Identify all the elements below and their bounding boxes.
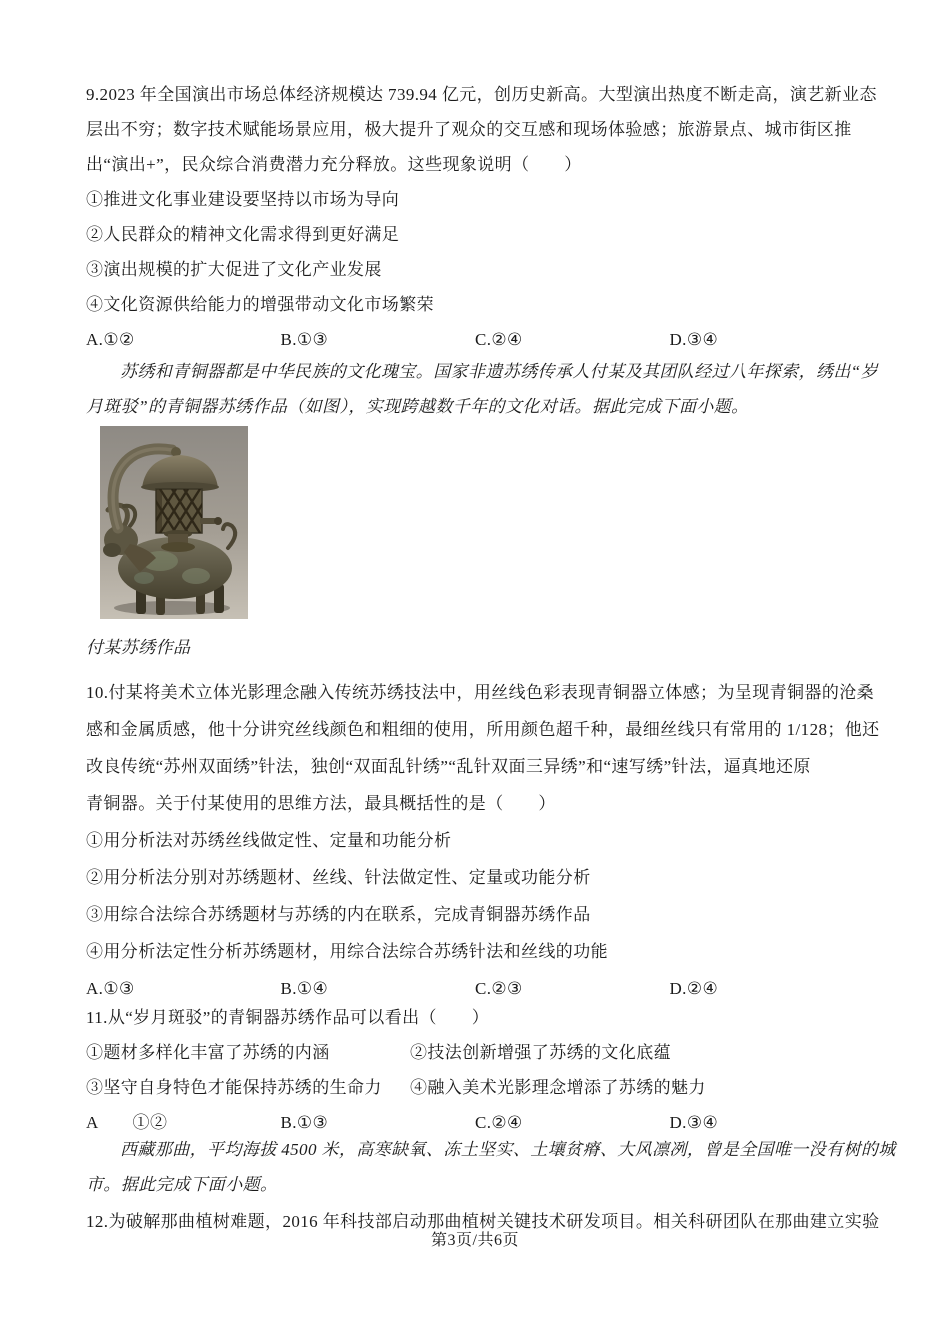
page-number-footer: 第3页/共6页: [431, 1232, 519, 1249]
q11-option-3: ③坚守自身特色才能保持苏绣的生命力: [86, 1078, 382, 1097]
q10-stem-line: 10.付某将美术立体光影理念融入传统苏绣技法中，用丝线色彩表现青铜器立体感；为呈现青铜器的沧桑: [86, 683, 875, 702]
q10-stem-line: 改良传统“苏州双面绣”针法，独创“双面乱针绣”“乱针双面三异绣”和“速写绣”针法，逼真地还原: [86, 757, 811, 776]
q10-option-2: ②用分析法分别对苏绣题材、丝线、针法做定性、定量或功能分析: [86, 868, 591, 887]
q9-choice-a: A.①②: [86, 330, 135, 349]
q11-choice-d: D.③④: [669, 1113, 719, 1132]
q10-option-1: ①用分析法对苏绣丝线做定性、定量和功能分析: [86, 831, 452, 850]
q9-choice-d: D.③④: [669, 330, 719, 349]
figure-caption: [86, 630, 864, 665]
passage-line: 月斑驳”的青铜器苏绣作品（如图），实现跨越数千年的文化对话。据此完成下面小题。: [86, 397, 749, 416]
q9-stem-line: 出“演出+”，民众综合消费潜力充分释放。这些现象说明（ ）: [86, 155, 582, 174]
q11-choice-c: C.②④: [475, 1113, 523, 1132]
q11-choice-a: A ①②: [86, 1113, 168, 1132]
q11-option-row: [86, 1035, 864, 1070]
q9-choice-row: [86, 322, 864, 357]
q9-stem-line: 层出不穷；数字技术赋能场景应用，极大提升了观众的交互感和现场体验感；旅游景点、城市街区推: [86, 120, 852, 139]
q9-option-1: ①推进文化事业建设要坚持以市场为导向: [86, 190, 400, 209]
bronze-ox-lamp-artwork-image: [100, 426, 248, 619]
q9-option-2: ②人民群众的精神文化需求得到更好满足: [86, 225, 400, 244]
q10-option-3: ③用综合法综合苏绣题材与苏绣的内在联系，完成青铜器苏绣作品: [86, 905, 591, 924]
q9-option-3: ③演出规模的扩大促进了文化产业发展: [86, 260, 382, 279]
q12-stem-line: 12.为破解那曲植树难题，2016 年科技部启动那曲植树关键技术研发项目。相关科研团队在那曲建立实验: [86, 1212, 880, 1231]
q9-choice-b: B.①③: [280, 330, 329, 349]
passage-naqu: [86, 1132, 896, 1202]
figure-caption-text: 付某苏绣作品: [86, 638, 191, 657]
q11-choice-b: B.①③: [280, 1113, 329, 1132]
q10-choice-a: A.①③: [86, 979, 135, 998]
q10-choice-c: C.②③: [475, 979, 523, 998]
question-11: [86, 1000, 864, 1140]
passage-line: 西藏那曲，平均海拔 4500 米，高寒缺氧、冻土坚实、土壤贫瘠、大风凛冽，曾是全国唯一没有树的城: [120, 1140, 896, 1159]
question-9: [86, 77, 877, 357]
q10-choice-b: B.①④: [280, 979, 329, 998]
q11-stem: 11.从“岁月斑驳”的青铜器苏绣作品可以看出（ ）: [86, 1008, 490, 1027]
passage-line: 苏绣和青铜器都是中华民族的文化瑰宝。国家非遗苏绣传承人付某及其团队经过八年探索，绣出“岁: [120, 362, 879, 381]
figure-bronze-lamp-embroidery: [100, 426, 248, 619]
q9-choice-c: C.②④: [475, 330, 523, 349]
passage-line: 市。据此完成下面小题。: [86, 1175, 278, 1194]
q11-option-2: ②技法创新增强了苏绣的文化底蕴: [410, 1043, 671, 1062]
q11-option-4: ④融入美术光影理念增添了苏绣的魅力: [410, 1078, 706, 1097]
q10-option-4: ④用分析法定性分析苏绣题材，用综合法综合苏绣针法和丝线的功能: [86, 942, 608, 961]
q10-stem-line: 青铜器。关于付某使用的思维方法，最具概括性的是（ ）: [86, 794, 556, 813]
q10-stem-line: 感和金属质感，他十分讲究丝线颜色和粗细的使用，所用颜色超千种，最细丝线只有常用的 1/128；他还: [86, 720, 880, 739]
q9-option-4: ④文化资源供给能力的增强带动文化市场繁荣: [86, 295, 434, 314]
q11-option-row: [86, 1070, 864, 1105]
question-10: [86, 674, 880, 1007]
q9-stem-line: 9.2023 年全国演出市场总体经济规模达 739.94 亿元，创历史新高。大型演出热度不断走高，演艺新业态: [86, 85, 877, 104]
passage-su-embroidery: [86, 354, 879, 424]
q10-choice-d: D.②④: [669, 979, 719, 998]
q11-option-1: ①题材多样化丰富了苏绣的内涵: [86, 1043, 330, 1062]
